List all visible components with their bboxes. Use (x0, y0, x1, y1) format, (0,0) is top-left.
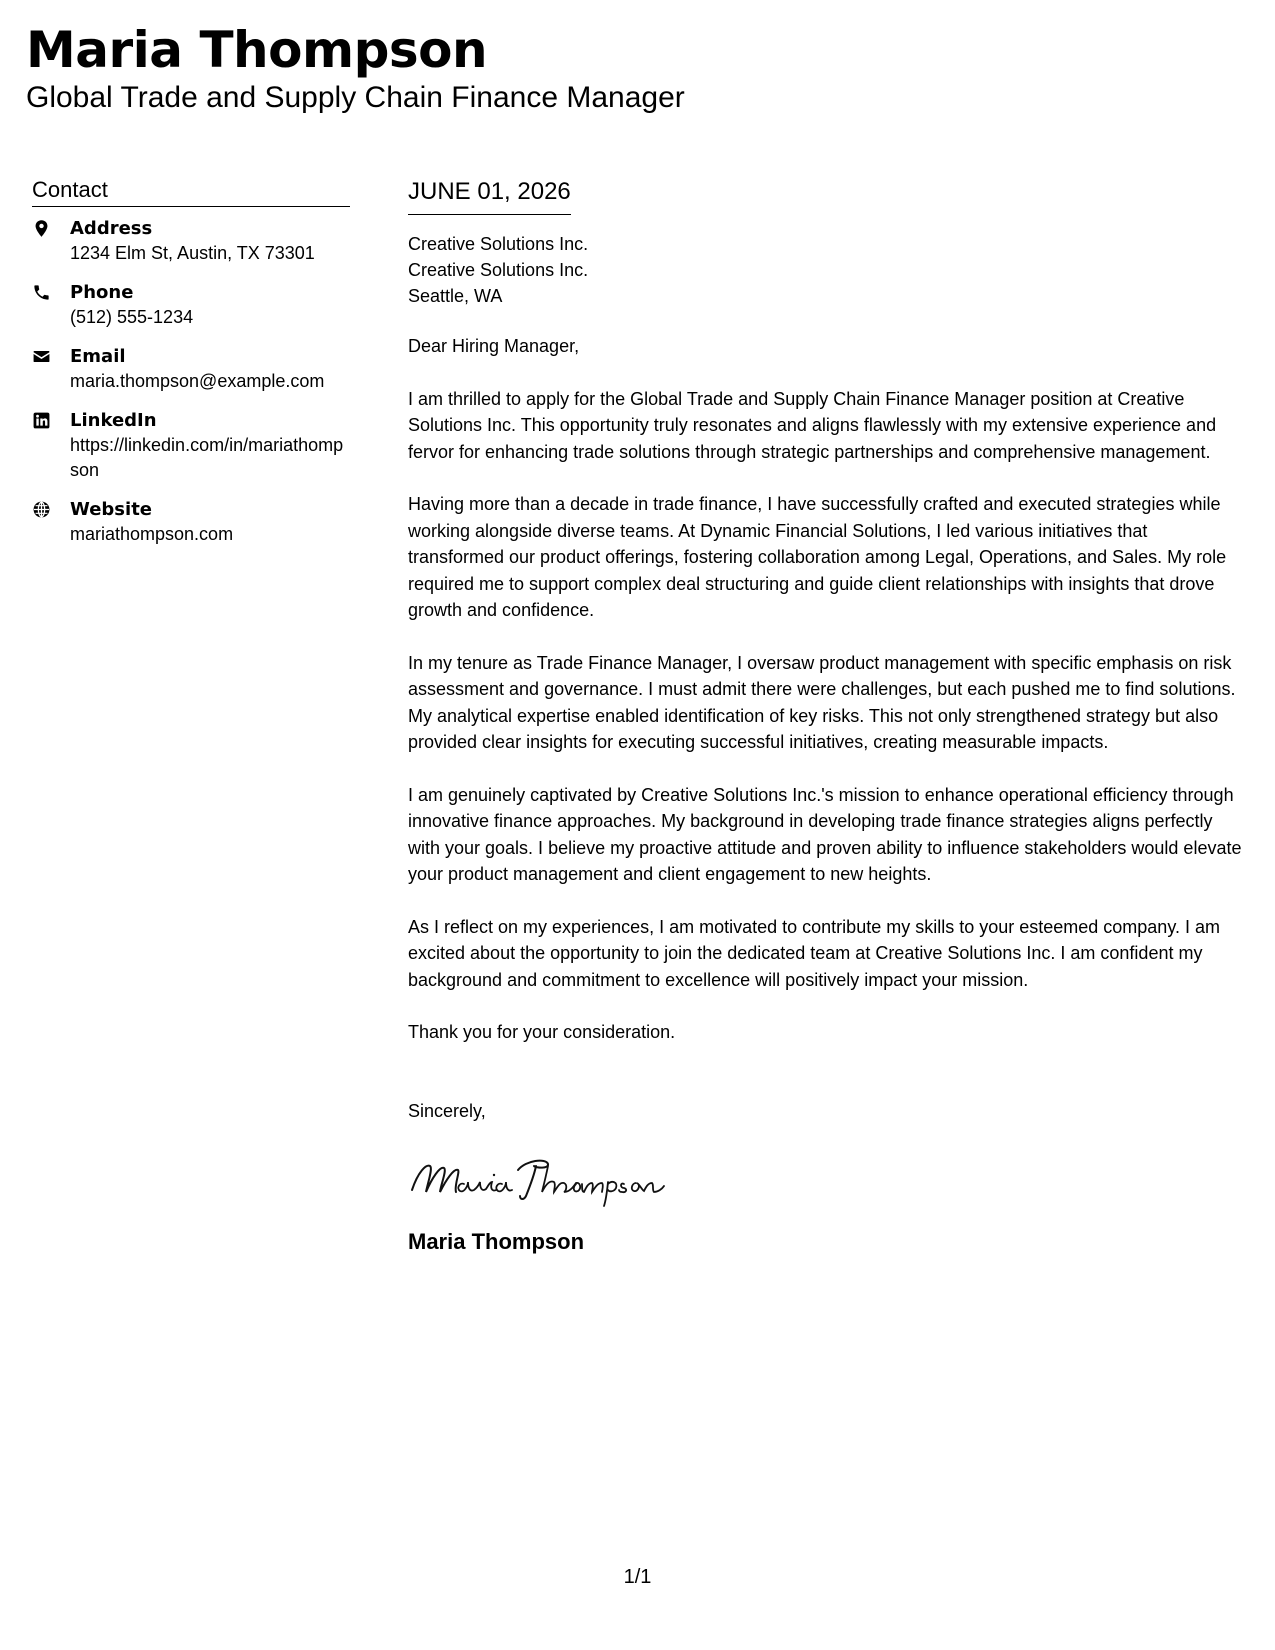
email-value: maria.thompson@example.com (70, 371, 325, 391)
job-title: Global Trade and Supply Chain Finance Manager (26, 81, 685, 114)
contact-item-email (32, 345, 350, 394)
address-label: Address (70, 218, 153, 239)
website-label: Website (70, 499, 153, 520)
recipient-line: Creative Solutions Inc. (408, 260, 589, 280)
contact-item-website (32, 498, 350, 547)
address-value: 1234 Elm St, Austin, TX 73301 (70, 243, 315, 263)
salutation: Dear Hiring Manager, (408, 336, 580, 356)
letter-body (408, 176, 1248, 1256)
contact-item-phone (32, 281, 350, 330)
contact-item-address (32, 217, 350, 266)
phone-label: Phone (70, 282, 134, 303)
recipient-line: Seattle, WA (408, 286, 503, 306)
applicant-name: Maria Thompson (26, 21, 488, 79)
phone-icon (32, 281, 70, 302)
phone-value: (512) 555-1234 (70, 307, 194, 327)
body-paragraph: I am genuinely captivated by Creative Solutions Inc.'s mission to enhance operational efficiency through innovative finance approaches. My background in developing trade finance strategies aligns perfectly with your goals. I believe my proactive attitude and proven ability to influence stakeholders would elevate your product management and client engagement to new heights. (408, 784, 1242, 884)
body-paragraph: In my tenure as Trade Finance Manager, I oversaw product management with specific emphasis on risk assessment and governance. I must admit there were challenges, but each pushed me to find solutions. My analytical expertise enabled identification of key risks. This not only strengthened strategy but also provided clear insights for executing successful initiatives, creating measurable impacts. (408, 652, 1236, 752)
contact-heading: Contact (32, 176, 350, 207)
linkedin-icon (32, 409, 70, 430)
website-value: mariathompson.com (70, 524, 234, 544)
linkedin-value: https://linkedin.com/in/mariathompson (70, 435, 344, 480)
body-paragraph: I am thrilled to apply for the Global Trade and Supply Chain Finance Manager position at Creative Solutions Inc. This opportunity truly resonates and aligns flawlessly with my extensive experience and fervor for enhancing trade solutions through strategic partnerships and comprehensive management. (408, 388, 1217, 462)
handwritten-signature (408, 1152, 1248, 1208)
header (26, 18, 685, 118)
recipient-line: Creative Solutions Inc. (408, 234, 589, 254)
closing: Sincerely, (408, 1100, 486, 1121)
recipient-block (408, 231, 1248, 309)
page-number: 1/1 (623, 1566, 652, 1588)
contact-sidebar (32, 176, 350, 562)
letter-date: JUNE 01, 2026 (408, 176, 571, 215)
globe-icon (32, 498, 70, 519)
location-pin-icon (32, 217, 70, 238)
email-label: Email (70, 346, 126, 367)
body-paragraph: Thank you for your consideration. (408, 1022, 676, 1042)
signed-name: Maria Thompson (408, 1228, 585, 1254)
body-paragraph: Having more than a decade in trade finance, I have successfully crafted and executed strategies while working alongside diverse teams. At Dynamic Financial Solutions, I led various initiatives that transformed our product offerings, fostering collaboration among Legal, Operations, and Sales. My role required me to support complex deal structuring and guide client relationships with insights that drove growth and confidence. (408, 494, 1227, 620)
linkedin-label: LinkedIn (70, 410, 157, 431)
body-paragraph: As I reflect on my experiences, I am motivated to contribute my skills to your esteemed company. I am excited about the opportunity to join the dedicated team at Creative Solutions Inc. I am confident my background and commitment to excellence will positively impact your mission. (408, 916, 1220, 990)
contact-item-linkedin (32, 409, 350, 483)
envelope-icon (32, 345, 70, 366)
